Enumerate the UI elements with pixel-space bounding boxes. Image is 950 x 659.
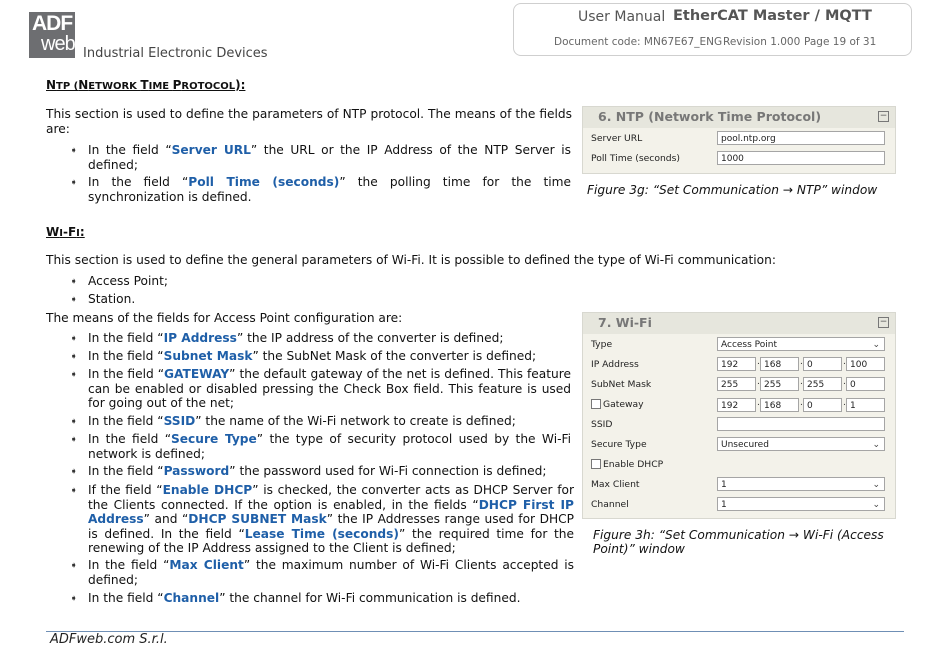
footer-divider bbox=[46, 631, 904, 632]
mask-octet-3[interactable]: 255 bbox=[803, 377, 842, 391]
bullet-icon: ➧ bbox=[70, 370, 78, 380]
logo-text-bottom: web bbox=[41, 33, 75, 55]
enable-dhcp-row[interactable] bbox=[591, 459, 663, 470]
wifi-type-access-point: Access Point; bbox=[88, 274, 168, 288]
mask-octet-1[interactable]: 255 bbox=[717, 377, 756, 391]
wifi-item-channel: In the field “Channel” the channel for Wi-Fi communication is defined. bbox=[88, 591, 521, 605]
type-select-value: Access Point bbox=[721, 340, 778, 350]
adfweb-logo bbox=[29, 12, 75, 58]
mask-octet-4[interactable]: 0 bbox=[846, 377, 885, 391]
page-number: Page 19 of 31 bbox=[804, 36, 877, 48]
bullet-icon: ➧ bbox=[70, 467, 78, 477]
ntp-heading: NTP (NETWORK TIME PROTOCOL): bbox=[46, 78, 246, 92]
ntp-item-poll-time: In the field “Poll Time (seconds)” the polling time for the time synchronization is defined. bbox=[88, 175, 571, 204]
ip-octet-2[interactable]: 168 bbox=[760, 357, 799, 371]
enable-dhcp-label: Enable DHCP bbox=[603, 459, 664, 470]
ntp-figure-caption: Figure 3g: “Set Communication → NTP” window bbox=[587, 183, 878, 197]
wifi-item-enable-dhcp: If the field “Enable DHCP” is checked, the converter acts as DHCP Server for the Clients connected. If the option is enabled, in the fields “DHCP First IP Address” and “DHCP SUBNET Mask” the IP Addresses range used for DHCP is defined. In the field “Lease Time (seconds)” the required time for the renewing of the IP Address assigned to the Client is defined; bbox=[88, 483, 575, 555]
collapse-icon[interactable]: − bbox=[879, 317, 888, 327]
type-label: Type bbox=[591, 339, 613, 350]
ip-address-label: IP Address bbox=[591, 359, 639, 370]
chevron-down-icon: ⌄ bbox=[872, 500, 880, 510]
bullet-icon: ➧ bbox=[70, 178, 78, 188]
poll-time-label: Poll Time (seconds) bbox=[591, 153, 680, 164]
secure-type-value: Unsecured bbox=[721, 440, 769, 450]
bullet-icon: ➧ bbox=[70, 146, 78, 156]
subnet-mask-label: SubNet Mask bbox=[591, 379, 652, 390]
chevron-down-icon: ⌄ bbox=[872, 480, 880, 490]
wifi-item-gateway: In the field “GATEWAY” the default gateway of the net is defined. This feature can be enabled or disabled pressing the Check Box field. This feature is used for going out of the net; bbox=[88, 367, 571, 410]
poll-time-input[interactable]: 1000 bbox=[717, 151, 885, 165]
wifi-item-ssid: In the field “SSID” the name of the Wi-Fi network to create is defined; bbox=[88, 414, 516, 428]
bullet-icon: ➧ bbox=[70, 561, 78, 571]
octet-separator: . bbox=[800, 377, 803, 387]
wifi-settings-panel bbox=[582, 312, 896, 519]
octet-separator: . bbox=[757, 398, 760, 408]
chevron-down-icon: ⌄ bbox=[872, 340, 880, 350]
gateway-label: Gateway bbox=[603, 399, 644, 410]
manual-label: User Manual bbox=[578, 9, 666, 25]
bullet-icon: ➧ bbox=[70, 295, 78, 305]
wifi-item-password: In the field “Password” the password used for Wi-Fi connection is defined; bbox=[88, 464, 547, 478]
gateway-octet-3[interactable]: 0 bbox=[803, 398, 842, 412]
wifi-caption-line-2: Point)” window bbox=[593, 542, 685, 556]
bullet-icon: ➧ bbox=[70, 334, 78, 344]
gateway-checkbox[interactable] bbox=[591, 399, 601, 409]
gateway-checkbox-row[interactable] bbox=[591, 399, 644, 410]
channel-value: 1 bbox=[721, 500, 727, 510]
max-client-select[interactable] bbox=[717, 477, 885, 491]
secure-type-select[interactable] bbox=[717, 437, 885, 451]
product-title: EtherCAT Master / MQTT bbox=[673, 8, 872, 24]
octet-separator: . bbox=[843, 357, 846, 367]
secure-type-label: Secure Type bbox=[591, 439, 647, 450]
octet-separator: . bbox=[757, 357, 760, 367]
wifi-item-ip-address: In the field “IP Address” the IP address of the converter is defined; bbox=[88, 331, 504, 345]
wifi-caption-line-1: Figure 3h: “Set Communication → Wi-Fi (Access bbox=[593, 528, 884, 542]
octet-separator: . bbox=[843, 377, 846, 387]
ip-octet-3[interactable]: 0 bbox=[803, 357, 842, 371]
ntp-settings-panel bbox=[582, 106, 896, 174]
wifi-means: The means of the fields for Access Point configuration are: bbox=[46, 311, 403, 325]
wifi-type-station: Station. bbox=[88, 292, 136, 306]
wifi-item-max-client: In the field “Max Client” the maximum number of Wi-Fi Clients accepted is defined; bbox=[88, 558, 574, 587]
octet-separator: . bbox=[843, 398, 846, 408]
gateway-octet-2[interactable]: 168 bbox=[760, 398, 799, 412]
bullet-icon: ➧ bbox=[70, 435, 78, 445]
ip-octet-1[interactable]: 192 bbox=[717, 357, 756, 371]
server-url-input[interactable]: pool.ntp.org bbox=[717, 131, 885, 145]
bullet-icon: ➧ bbox=[70, 486, 78, 496]
ntp-item-server-url: In the field “Server URL” the URL or the IP Address of the NTP Server is defined; bbox=[88, 143, 571, 172]
wifi-heading: WI-FI: bbox=[46, 225, 85, 239]
channel-select[interactable] bbox=[717, 497, 885, 511]
company-tagline: Industrial Electronic Devices bbox=[83, 46, 268, 61]
gateway-octet-1[interactable]: 192 bbox=[717, 398, 756, 412]
octet-separator: . bbox=[757, 377, 760, 387]
chevron-down-icon: ⌄ bbox=[872, 440, 880, 450]
wifi-item-secure-type: In the field “Secure Type” the type of security protocol used by the Wi-Fi network is defined; bbox=[88, 432, 571, 461]
bullet-icon: ➧ bbox=[70, 352, 78, 362]
enable-dhcp-checkbox[interactable] bbox=[591, 459, 601, 469]
mask-octet-2[interactable]: 255 bbox=[760, 377, 799, 391]
wifi-panel-title: 7. Wi-Fi bbox=[598, 315, 652, 330]
type-select[interactable] bbox=[717, 337, 885, 351]
bullet-icon: ➧ bbox=[70, 277, 78, 287]
document-code: Document code: MN67E67_ENG bbox=[554, 36, 723, 48]
wifi-panel-titlebar bbox=[583, 313, 895, 334]
logo-text-top: ADF bbox=[32, 12, 73, 35]
footer-company: ADFweb.com S.r.l. bbox=[50, 632, 168, 647]
wifi-item-subnet-mask: In the field “Subnet Mask” the SubNet Mask of the converter is defined; bbox=[88, 349, 537, 363]
gateway-octet-4[interactable]: 1 bbox=[846, 398, 885, 412]
bullet-icon: ➧ bbox=[70, 417, 78, 427]
ip-octet-4[interactable]: 100 bbox=[846, 357, 885, 371]
ntp-panel-titlebar bbox=[583, 107, 895, 128]
ssid-label: SSID bbox=[591, 419, 613, 430]
revision: Revision 1.000 bbox=[723, 36, 801, 48]
ssid-input[interactable] bbox=[717, 417, 885, 431]
channel-label: Channel bbox=[591, 499, 629, 510]
server-url-label: Server URL bbox=[591, 133, 643, 144]
octet-separator: . bbox=[800, 357, 803, 367]
ntp-panel-title: 6. NTP (Network Time Protocol) bbox=[598, 109, 822, 124]
octet-separator: . bbox=[800, 398, 803, 408]
wifi-figure-caption bbox=[593, 528, 884, 556]
max-client-value: 1 bbox=[721, 480, 727, 490]
bullet-icon: ➧ bbox=[70, 594, 78, 604]
max-client-label: Max Client bbox=[591, 479, 640, 490]
collapse-icon[interactable]: − bbox=[879, 111, 888, 121]
ntp-intro: This section is used to define the parameters of NTP protocol. The means of the fields are: bbox=[46, 107, 572, 136]
wifi-intro: This section is used to define the general parameters of Wi-Fi. It is possible to defined the type of Wi-Fi communication: bbox=[46, 253, 776, 267]
